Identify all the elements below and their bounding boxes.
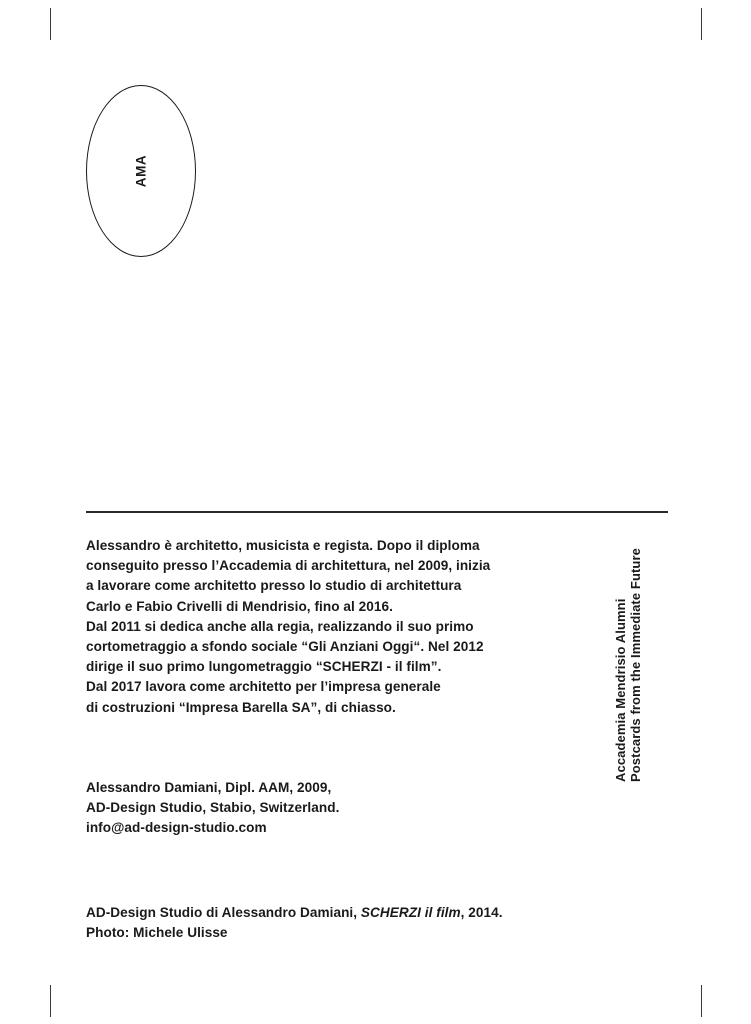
biography-line: Alessandro è architetto, musicista e regista. Dopo il diploma xyxy=(86,538,480,553)
credit-prefix: AD-Design Studio di Alessandro Damiani, xyxy=(86,905,361,920)
ama-logo-label: AMA xyxy=(133,154,149,188)
vertical-title-subtitle: Postcards from the Immediate Future xyxy=(628,548,643,782)
biography-line: di costruzioni “Impresa Barella SA”, di chiasso. xyxy=(86,699,396,715)
biography-line: conseguito presso l’Accademia di architettura, nel 2009, inizia xyxy=(86,558,491,574)
credit-suffix: , 2014. xyxy=(460,905,503,920)
ama-logo-ellipse xyxy=(86,85,196,257)
credit-line-photo: Photo: Michele Ulisse xyxy=(86,925,228,941)
contact-text xyxy=(86,778,686,839)
credit-film-title: SCHERZI il film xyxy=(360,905,461,920)
biography-line: Carlo e Fabio Crivelli di Mendrisio, fino al 2016. xyxy=(86,598,393,614)
contact-email: info@ad-design-studio.com xyxy=(86,820,267,836)
biography-line: dirige il suo primo lungometraggio “SCHERZI - il film”. xyxy=(86,659,442,675)
crop-mark-top-left xyxy=(50,8,51,40)
credit-line-project xyxy=(86,903,686,923)
credit-text xyxy=(86,903,686,943)
crop-mark-top-right xyxy=(701,8,702,40)
biography-line: Dal 2011 si dedica anche alla regia, realizzando il suo primo xyxy=(86,618,474,634)
contact-line: AD-Design Studio, Stabio, Switzerland. xyxy=(86,800,340,816)
vertical-title-group xyxy=(613,186,674,782)
biography-text xyxy=(86,536,686,718)
horizontal-divider xyxy=(86,511,668,513)
biography-line: a lavorare come architetto presso lo studio di architettura xyxy=(86,578,462,594)
biography-line: Dal 2017 lavora come architetto per l’impresa generale xyxy=(86,679,441,695)
vertical-title-series: Accademia Mendrisio Alumni xyxy=(613,598,628,782)
crop-mark-bottom-left xyxy=(50,985,51,1017)
crop-mark-bottom-right xyxy=(701,985,702,1017)
contact-line: Alessandro Damiani, Dipl. AAM, 2009, xyxy=(86,780,332,795)
biography-line: cortometraggio a sfondo sociale “Gli Anziani Oggi“. Nel 2012 xyxy=(86,639,484,655)
